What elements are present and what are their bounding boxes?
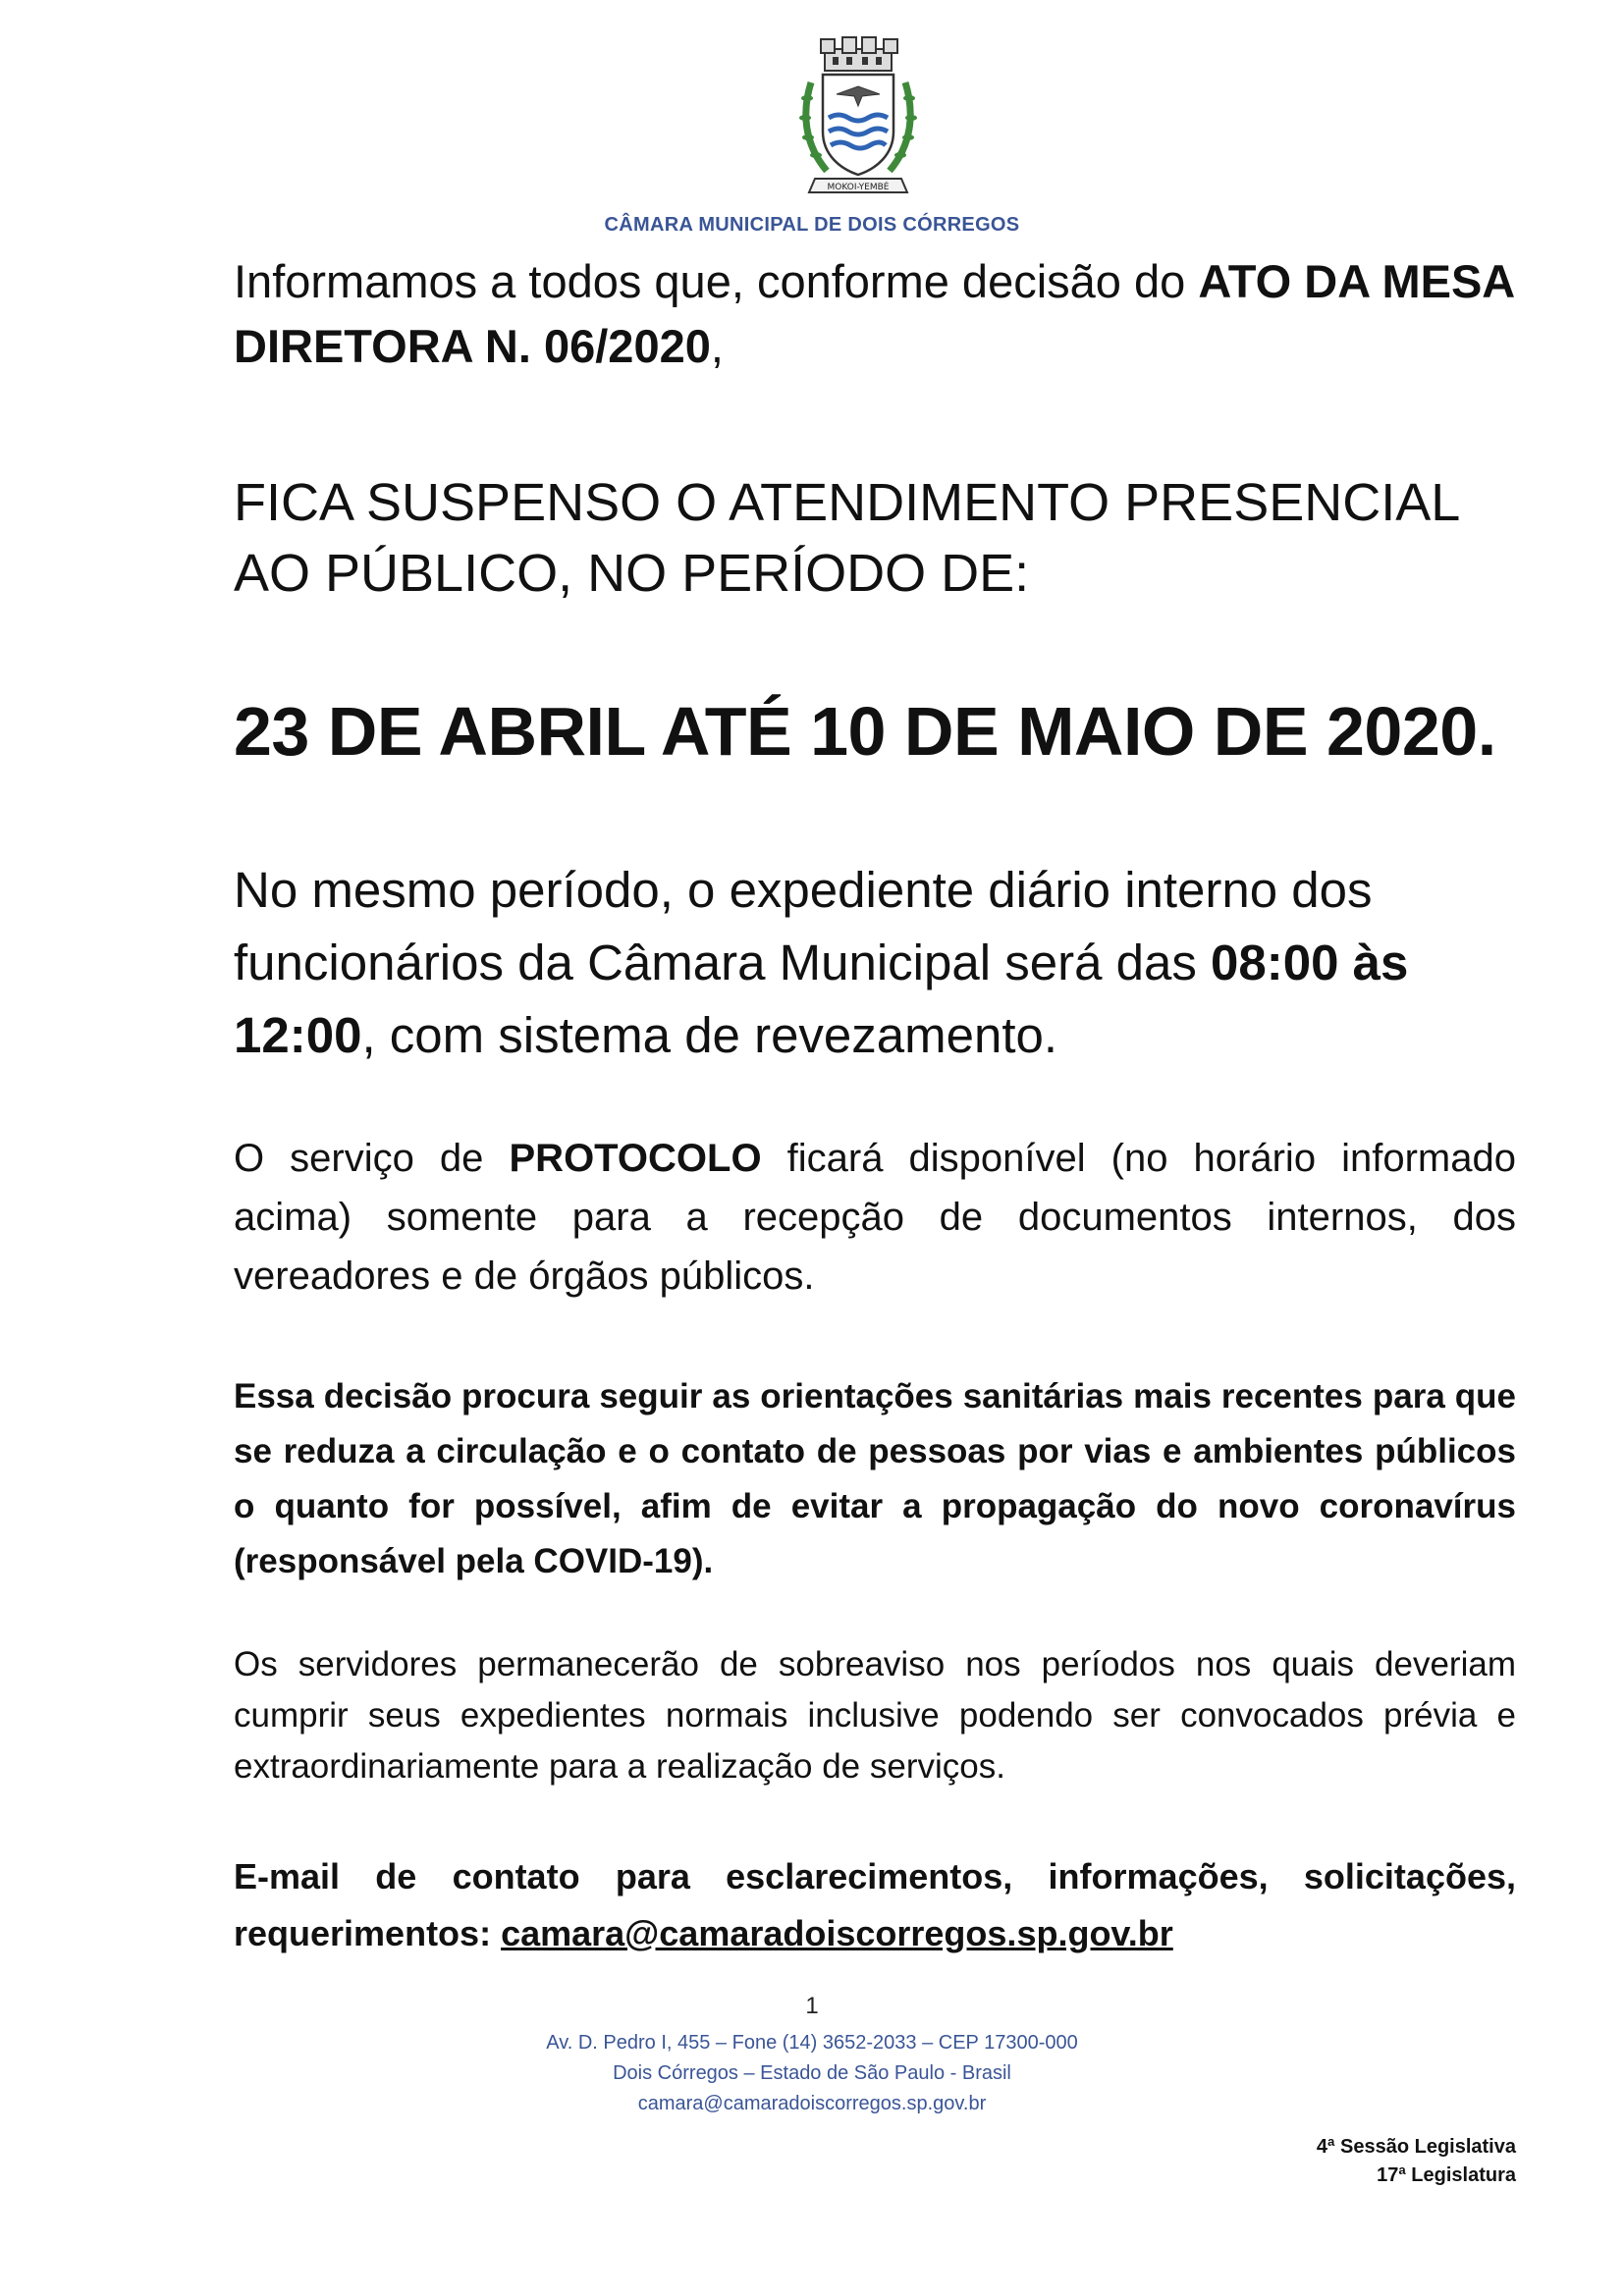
suspension-dates: 23 DE ABRIL ATÉ 10 DE MAIO DE 2020. bbox=[234, 693, 1496, 770]
act-reference: ATO DA MESA DIRETORA N. 06/2020 bbox=[234, 255, 1514, 372]
footer-email: camara@camaradoiscorregos.sp.gov.br bbox=[637, 2093, 987, 2114]
protocol-text-end: ficará disponível (no horário informado acima) somente para a recepção de documentos internos, dos vereadores e de órgãos públicos. bbox=[234, 1137, 1516, 1298]
decision-paragraph: Essa decisão procura seguir as orientações sanitárias mais recentes para que se reduza a circulação e o contato de pessoas por vias e ambientes públicos o quanto for possível, afim de evitar a propagação do novo coronavírus (responsável pela COVID-19). bbox=[234, 1377, 1516, 1580]
suspension-notice: FICA SUSPENSO O ATENDIMENTO PRESENCIAL AO PÚBLICO, NO PERÍODO DE: bbox=[234, 473, 1459, 603]
period-text: No mesmo período, o expediente diário interno dos funcionários da Câmara Municipal será das bbox=[234, 862, 1373, 990]
footer-address: Av. D. Pedro I, 455 – Fone (14) 3652-2033 – CEP 17300-000 bbox=[546, 2032, 1078, 2054]
contact-email-link[interactable]: camara@camaradoiscorregos.sp.gov.br bbox=[501, 1913, 1173, 1953]
protocol-keyword: PROTOCOLO bbox=[509, 1137, 762, 1180]
crest-motto: MOKOI-YEMBÉ bbox=[827, 183, 890, 192]
servers-paragraph: Os servidores permanecerão de sobreaviso nos períodos nos quais deveriam cumprir seus expedientes normais inclusive podendo ser convocados prévia e extraordinariamente para a realização de serviços. bbox=[234, 1645, 1516, 1786]
contact-paragraph bbox=[234, 1848, 1516, 1962]
period-text-end: , com sistema de revezamento. bbox=[361, 1007, 1058, 1063]
protocol-paragraph bbox=[234, 1129, 1516, 1306]
intro-paragraph bbox=[234, 249, 1516, 379]
footer-city: Dois Córregos – Estado de São Paulo - Brasil bbox=[613, 2062, 1011, 2084]
contact-text: E-mail de contato para esclarecimentos, informações, solicitações, requerimentos: bbox=[234, 1856, 1516, 1953]
working-hours: 08:00 às 12:00 bbox=[234, 934, 1409, 1063]
legislative-session: 4ª Sessão Legislativa bbox=[1316, 2136, 1516, 2158]
working-hours-paragraph bbox=[234, 854, 1516, 1072]
intro-text: Informamos a todos que, conforme decisão do bbox=[234, 255, 1199, 307]
legislature: 17ª Legislatura bbox=[1377, 2164, 1516, 2186]
intro-text-end: , bbox=[710, 320, 724, 372]
page-number: 1 bbox=[805, 1993, 819, 2019]
chamber-name: CÂMARA MUNICIPAL DE DOIS CÓRREGOS bbox=[604, 214, 1020, 236]
protocol-text: O serviço de bbox=[234, 1137, 510, 1180]
municipal-crest-icon bbox=[797, 35, 919, 200]
